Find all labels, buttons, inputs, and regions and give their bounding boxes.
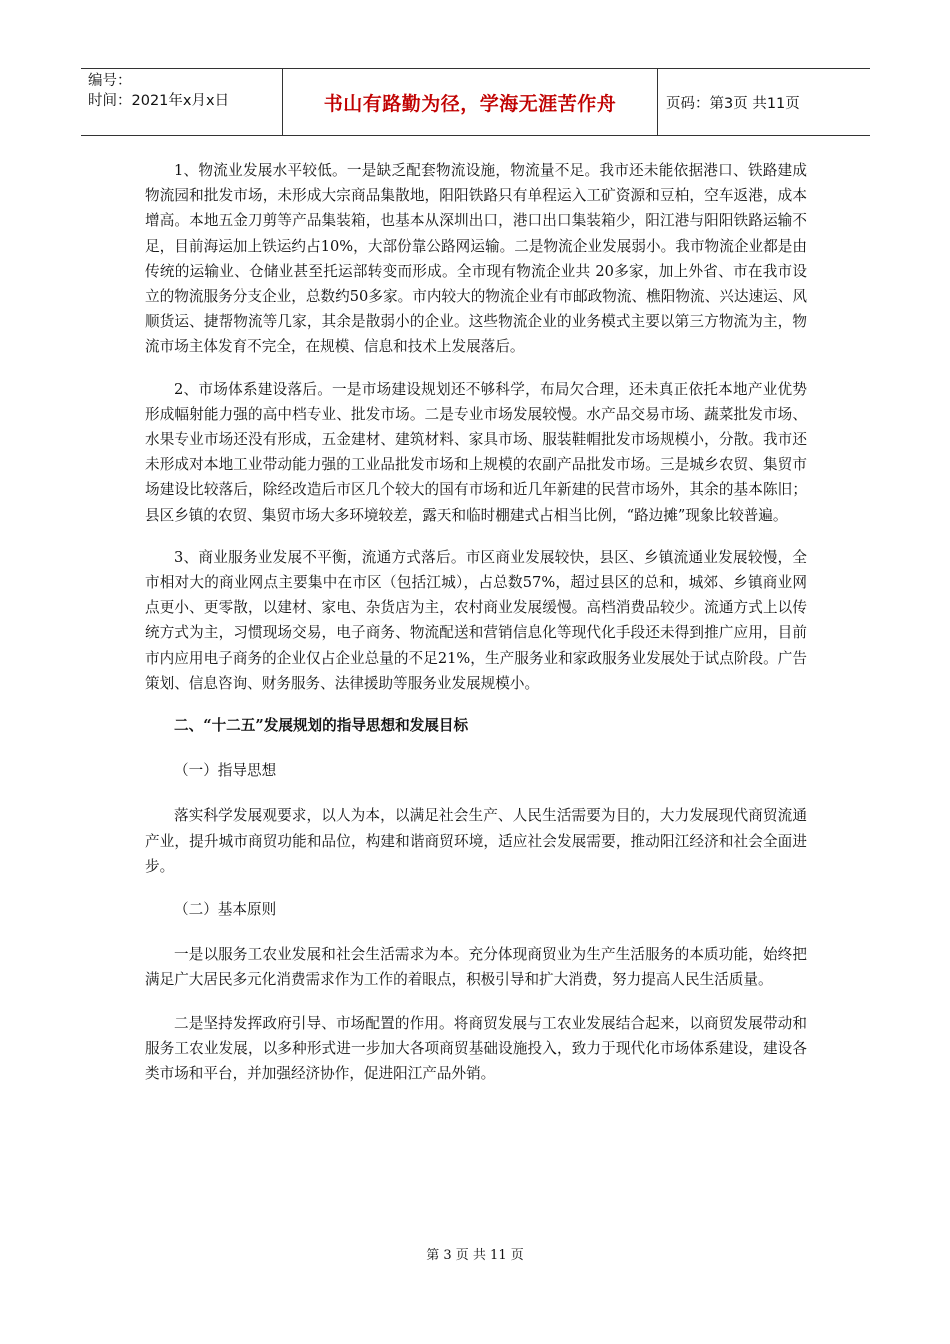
page-footer: 第 3 页 共 11 页: [426, 1248, 524, 1263]
number-label: 编号：: [88, 73, 132, 89]
paragraph-guiding-ideology: 落实科学发展观要求，以人为本，以满足社会生产、人民生活需要为目的，大力发展现代商贸流通产业，提升城市商贸功能和品位，构建和谐商贸环境，适应社会发展需要，推动阳江经济和社会全面进步。: [145, 807, 807, 875]
document-body: [145, 158, 807, 1104]
header-motto: 书山有路勤为径，学海无涯苦作舟: [282, 69, 658, 135]
paragraph-logistics: 1、物流业发展水平较低。一是缺乏配套物流设施，物流量不足。我市还未能依据港口、铁路建成物流园和批发市场，未形成大宗商品集散地，阳阳铁路只有单程运入工矿资源和豆柏，空车返港，成本增高。本地五金刀剪等产品集装箱，也基本从深圳出口，港口出口集装箱少，阳江港与阳阳铁路运输不足，目前海运加上铁运约占10%，大部份靠公路网运输。二是物流企业发展弱小。我市物流企业都是由传统的运输业、仓储业甚至托运部转变而形成。全市现有物流企业共 20多家，加上外省、市在我市设立的物流服务分支企业，总数约50多家。市内较大的物流企业有市邮政物流、樵阳物流、兴达速运、风顺货运、捷帮物流等几家，其余是散弱小的企业。这些物流企业的业务模式主要以第三方物流为主，物流市场主体发育不完全，在规模、信息和技术上发展落后。: [145, 162, 807, 356]
document-header: [81, 68, 870, 136]
paragraph-market-system: 2、市场体系建设落后。一是市场建设规划还不够科学，布局欠合理，还未真正依托本地产业优势形成幅射能力强的高中档专业、批发市场。二是专业市场发展较慢。水产品交易市场、蔬菜批发市场、水果专业市场还没有形成，五金建材、建筑材料、家具市场、服装鞋帽批发市场规模小，分散。我市还未形成对本地工业带动能力强的工业品批发市场和上规模的农副产品批发市场。三是城乡农贸、集贸市场建设比较落后，除经改造后市区几个较大的国有市场和近几年新建的民营市场外，其余的基本陈旧；县区乡镇的农贸、集贸市场大多环境较差，露天和临时棚建式占相当比例，“路边摊”现象比较普遍。: [145, 380, 807, 524]
paragraph-principle-one: 一是以服务工农业发展和社会生活需求为本。充分体现商贸业为生产生活服务的本质功能，始终把满足广大居民多元化消费需求作为工作的着眼点，积极引导和扩大消费，努力提高人民生活质量。: [145, 946, 807, 989]
paragraph-commerce-services: 3、商业服务业发展不平衡，流通方式落后。市区商业发展较快，县区、乡镇流通业发展较慢，全市相对大的商业网点主要集中在市区（包括江城），占总数57%，超过县区的总和，城郊、乡镇商业网点更小、更零散，以建材、家电、杂货店为主，农村商业发展缓慢。高档消费品较少。流通方式上以传统方式为主，习惯现场交易，电子商务、物流配送和营销信息化等现代化手段还未得到推广应用，目前市内应用电子商务的企业仅占企业总量的不足21%，生产服务业和家政服务业发展处于试点阶段。广告策划、信息咨询、财务服务、法律援助等服务业发展规模小。: [145, 548, 807, 692]
subheading-basic-principles: （二）基本原则: [174, 901, 277, 919]
header-page-info: 页码：第3页 共11页: [666, 95, 800, 112]
time-label: 时间：2021年x月x日: [88, 93, 230, 109]
section-heading: 二、“十二五”发展规划的指导思想和发展目标: [174, 717, 469, 735]
paragraph-principle-two: 二是坚持发挥政府引导、市场配置的作用。将商贸发展与工农业发展结合起来，以商贸发展带动和服务工农业发展，以多种形式进一步加大各项商贸基础设施投入，致力于现代化市场体系建设，建设各类市场和平台，并加强经济协作，促进阳江产品外销。: [145, 1014, 807, 1083]
header-meta: [81, 69, 282, 135]
subheading-guiding-ideology: （一）指导思想: [174, 762, 277, 780]
